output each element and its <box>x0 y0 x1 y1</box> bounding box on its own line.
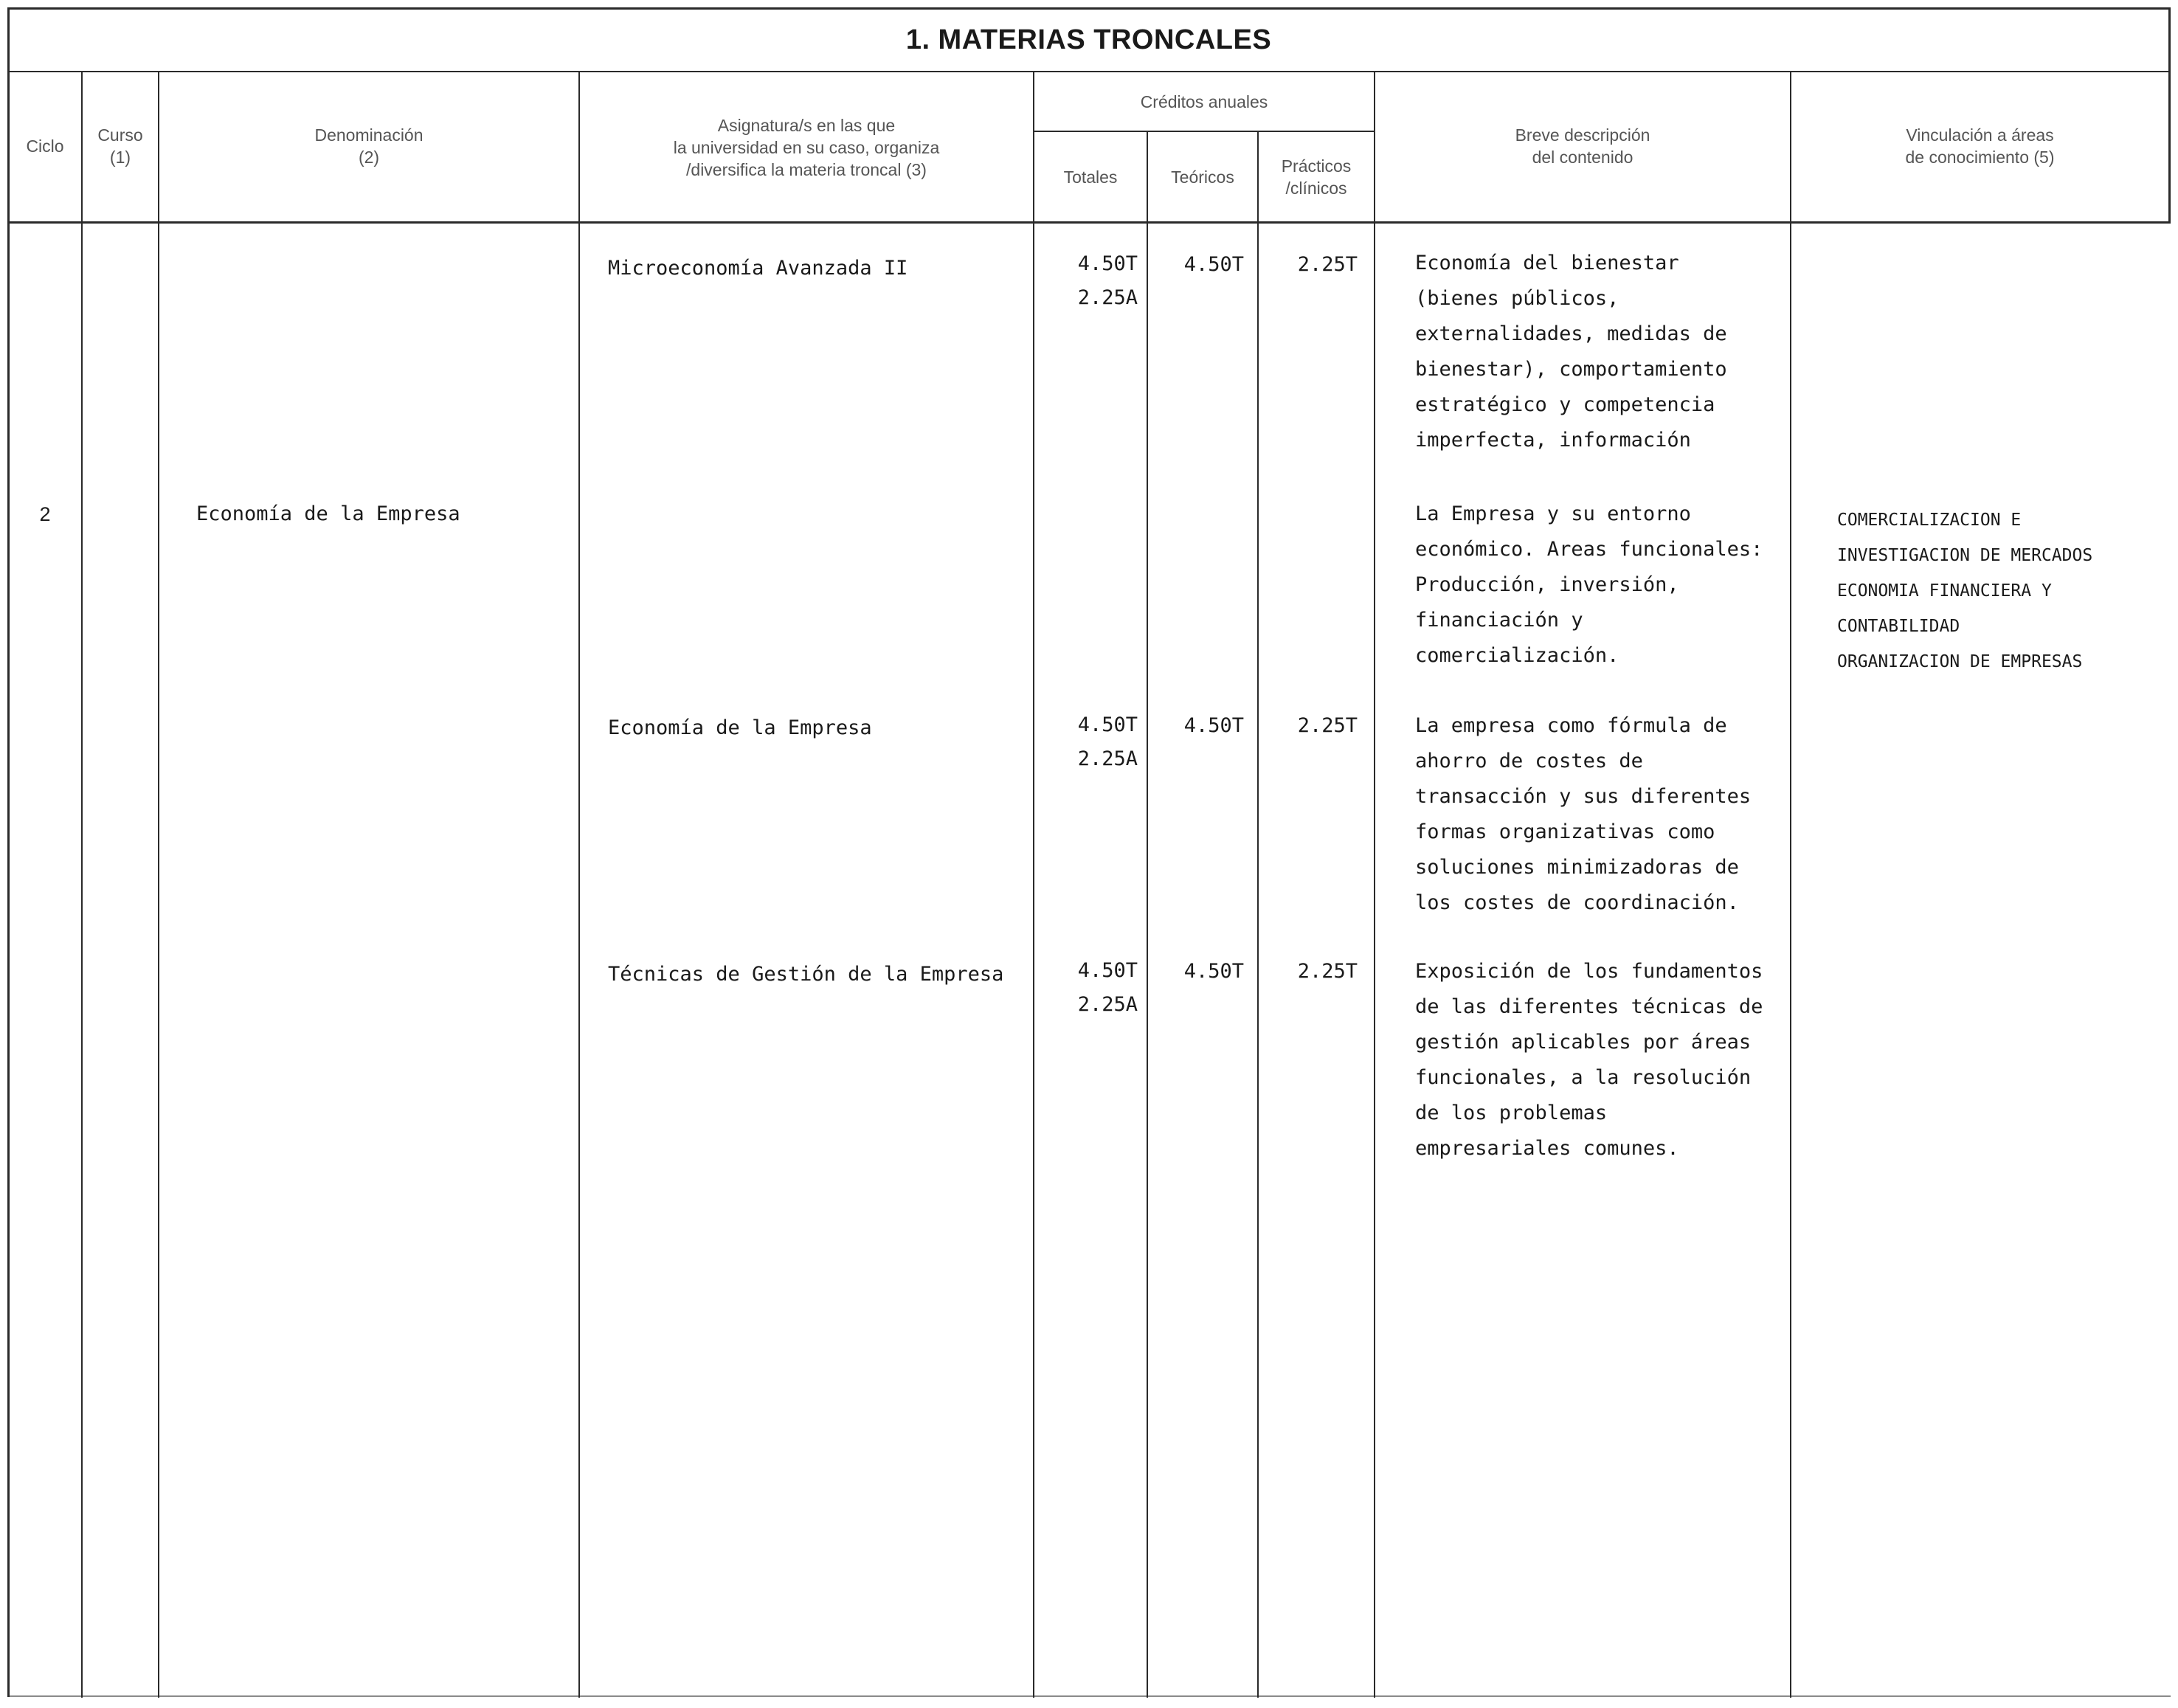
asignatura-practicos: 2.25T <box>1297 253 1358 276</box>
asignatura-totales: 4.50T 2.25A <box>1077 959 1138 1016</box>
asignatura-descripcion: Economía del bienestar (bienes públicos, externalidades, medidas de bienestar), comportamiento estratégico y competencia imperfecta, información <box>1415 252 1727 452</box>
cell-denominacion: Economía de la Empresa <box>196 502 460 525</box>
border-left <box>7 7 10 1697</box>
asignatura-teoricos: 4.50T <box>1183 714 1244 737</box>
header-teoricos: Teóricos <box>1171 167 1234 187</box>
asignatura-nombre: Economía de la Empresa <box>608 716 872 739</box>
col-sep-asignaturas <box>1033 71 1034 1698</box>
asignatura-descripcion: La Empresa y su entorno económico. Areas funcionales: Producción, inversión, financiación y comercialización. <box>1415 502 1763 667</box>
header-totales: Totales <box>1063 167 1118 187</box>
header-asignaturas: Asignatura/s en las que la universidad en su caso, organiza /diversifica la materia troncal (3) <box>673 116 940 179</box>
header-creditos: Créditos anuales <box>1140 91 1268 111</box>
cell-ciclo: 2 <box>39 503 51 525</box>
asignatura-nombre: Técnicas de Gestión de la Empresa <box>608 963 1004 986</box>
rule-under-header <box>7 221 2171 224</box>
header-ciclo: Ciclo <box>26 136 64 156</box>
header-curso: Curso (1) <box>97 125 143 167</box>
header-descripcion: Breve descripción del contenido <box>1515 125 1650 167</box>
asignatura-teoricos: 4.50T <box>1183 960 1244 983</box>
col-sep-practicos <box>1374 71 1375 1698</box>
col-sep-totales <box>1147 131 1148 1698</box>
asignatura-nombre: Microeconomía Avanzada II <box>608 257 908 280</box>
cell-vinculacion: COMERCIALIZACION E INVESTIGACION DE MERCADOS ECONOMIA FINANCIERA Y CONTABILIDAD ORGANIZACION DE EMPRESAS <box>1837 511 2093 671</box>
asignatura-totales: 4.50T 2.25A <box>1077 713 1138 770</box>
asignatura-teoricos: 4.50T <box>1183 253 1244 276</box>
asignatura-practicos: 2.25T <box>1297 714 1358 737</box>
asignatura-descripcion: Exposición de los fundamentos de las diferentes técnicas de gestión aplicables por áreas funcionales, a la resolución de los problemas empresariales comunes. <box>1415 960 1763 1160</box>
header-vinculacion: Vinculación a áreas de conocimiento (5) <box>1905 125 2055 167</box>
rule-bottom <box>7 1695 2171 1697</box>
page-title: 1. MATERIAS TRONCALES <box>905 24 1272 55</box>
header-denominacion: Denominación (2) <box>314 125 424 167</box>
col-sep-curso <box>158 71 159 1698</box>
col-sep-denominacion <box>578 71 580 1698</box>
header-practicos: Prácticos /clínicos <box>1281 156 1352 198</box>
asignatura-totales: 4.50T 2.25A <box>1077 252 1138 309</box>
asignatura-practicos: 2.25T <box>1297 960 1358 983</box>
col-sep-descripcion <box>1790 71 1791 1698</box>
asignatura-descripcion: La empresa como fórmula de ahorro de costes de transacción y sus diferentes formas organizativas como soluciones minimizadoras de los costes de coordinación. <box>1415 714 1752 914</box>
border-right <box>2168 7 2171 221</box>
col-sep-teoricos <box>1257 131 1259 1698</box>
col-sep-ciclo <box>81 71 83 1698</box>
